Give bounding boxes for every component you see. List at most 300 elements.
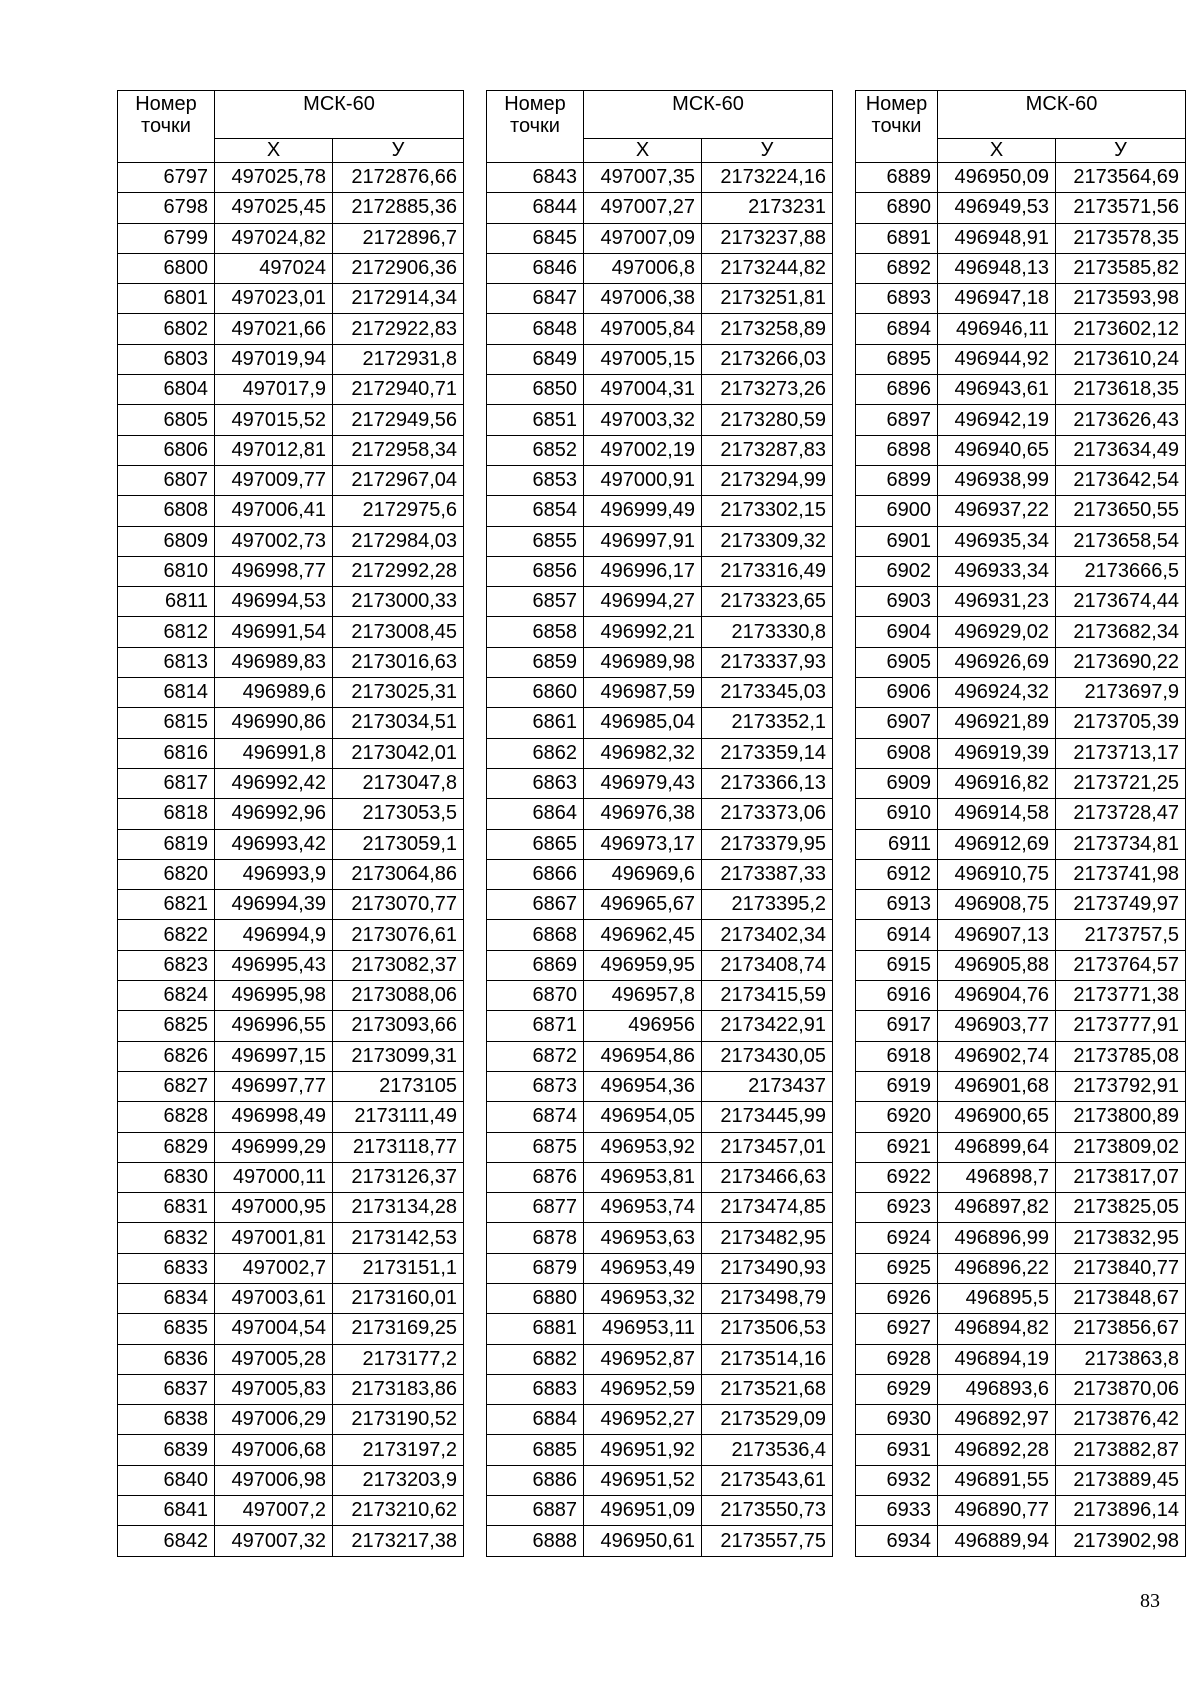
table-row: [487, 950, 833, 980]
point-number-cell: 6928: [856, 1344, 938, 1374]
x-coordinate-cell: 497007,32: [215, 1526, 333, 1556]
x-coordinate-cell: 497025,45: [215, 193, 333, 223]
x-column-header: Х: [938, 139, 1056, 163]
y-coordinate-cell: 2173352,1: [702, 708, 833, 738]
table-row: [487, 981, 833, 1011]
point-number-cell: 6857: [487, 587, 584, 617]
y-coordinate-cell: 2173578,35: [1056, 223, 1186, 253]
table-row: [856, 163, 1186, 193]
point-number-cell: 6909: [856, 768, 938, 798]
x-coordinate-cell: 496951,09: [584, 1496, 702, 1526]
table-row: [487, 1283, 833, 1313]
point-number-cell: 6810: [118, 556, 215, 586]
point-number-cell: 6820: [118, 859, 215, 889]
point-number-cell: 6921: [856, 1132, 938, 1162]
table-row: [856, 1344, 1186, 1374]
point-number-cell: 6818: [118, 799, 215, 829]
y-coordinate-cell: 2173728,47: [1056, 799, 1186, 829]
y-coordinate-cell: 2173059,1: [333, 829, 464, 859]
point-number-cell: 6864: [487, 799, 584, 829]
x-coordinate-cell: 496894,82: [938, 1314, 1056, 1344]
y-coordinate-cell: 2173506,53: [702, 1314, 833, 1344]
y-coordinate-cell: 2173498,79: [702, 1283, 833, 1313]
y-coordinate-cell: 2173105: [333, 1071, 464, 1101]
x-coordinate-cell: 496953,92: [584, 1132, 702, 1162]
point-number-cell: 6919: [856, 1071, 938, 1101]
x-coordinate-cell: 496989,83: [215, 647, 333, 677]
table-row: [856, 405, 1186, 435]
x-coordinate-cell: 496994,9: [215, 920, 333, 950]
point-number-cell: 6910: [856, 799, 938, 829]
table-row: [118, 496, 464, 526]
x-coordinate-cell: 496952,59: [584, 1374, 702, 1404]
x-coordinate-cell: 496919,39: [938, 738, 1056, 768]
point-number-cell: 6855: [487, 526, 584, 556]
x-coordinate-cell: 497021,66: [215, 314, 333, 344]
x-coordinate-cell: 496995,43: [215, 950, 333, 980]
table-row: [118, 556, 464, 586]
y-coordinate-cell: 2173825,05: [1056, 1193, 1186, 1223]
x-coordinate-cell: 496953,74: [584, 1193, 702, 1223]
x-coordinate-cell: 497025,78: [215, 163, 333, 193]
x-coordinate-cell: 496893,6: [938, 1374, 1056, 1404]
table-row: [856, 435, 1186, 465]
table-row: [487, 1374, 833, 1404]
table-row: [118, 314, 464, 344]
point-number-cell: 6807: [118, 465, 215, 495]
table-row: [856, 193, 1186, 223]
y-coordinate-cell: 2172940,71: [333, 375, 464, 405]
point-number-cell: 6903: [856, 587, 938, 617]
y-coordinate-cell: 2173840,77: [1056, 1253, 1186, 1283]
table-row: [487, 1465, 833, 1495]
point-number-cell: 6851: [487, 405, 584, 435]
y-coordinate-cell: 2173817,07: [1056, 1162, 1186, 1192]
point-number-cell: 6850: [487, 375, 584, 405]
x-coordinate-cell: 496900,65: [938, 1102, 1056, 1132]
table-row: [118, 678, 464, 708]
x-coordinate-cell: 496907,13: [938, 920, 1056, 950]
table-row: [856, 678, 1186, 708]
table-row: [856, 1162, 1186, 1192]
x-coordinate-cell: 497006,68: [215, 1435, 333, 1465]
y-coordinate-cell: 2173626,43: [1056, 405, 1186, 435]
table-row: [487, 1041, 833, 1071]
table-row: [487, 1193, 833, 1223]
point-number-cell: 6914: [856, 920, 938, 950]
point-number-cell: 6824: [118, 981, 215, 1011]
x-coordinate-cell: 496940,65: [938, 435, 1056, 465]
y-coordinate-cell: 2173258,89: [702, 314, 833, 344]
x-coordinate-cell: 496896,99: [938, 1223, 1056, 1253]
point-number-cell: 6872: [487, 1041, 584, 1071]
table-row: [487, 496, 833, 526]
x-coordinate-cell: 497002,19: [584, 435, 702, 465]
y-coordinate-cell: 2173690,22: [1056, 647, 1186, 677]
y-coordinate-cell: 2173088,06: [333, 981, 464, 1011]
table-row: [487, 587, 833, 617]
table-row: [487, 1162, 833, 1192]
y-coordinate-cell: 2173800,89: [1056, 1102, 1186, 1132]
y-coordinate-cell: 2172984,03: [333, 526, 464, 556]
x-coordinate-cell: 496903,77: [938, 1011, 1056, 1041]
table-row: [487, 890, 833, 920]
y-coordinate-cell: 2173366,13: [702, 768, 833, 798]
table-row: [856, 981, 1186, 1011]
y-coordinate-cell: 2173387,33: [702, 859, 833, 889]
x-coordinate-cell: 496889,94: [938, 1526, 1056, 1556]
table-row: [487, 435, 833, 465]
point-number-cell: 6920: [856, 1102, 938, 1132]
table-row: [487, 799, 833, 829]
point-number-cell: 6800: [118, 253, 215, 283]
table-row: [487, 829, 833, 859]
point-number-cell: 6867: [487, 890, 584, 920]
x-coordinate-cell: 496982,32: [584, 738, 702, 768]
y-coordinate-cell: 2173529,09: [702, 1405, 833, 1435]
table-row: [856, 526, 1186, 556]
point-number-cell: 6836: [118, 1344, 215, 1374]
x-coordinate-cell: 497006,98: [215, 1465, 333, 1495]
table-row: [118, 587, 464, 617]
point-number-header: Номер точки: [487, 91, 584, 163]
point-number-cell: 6873: [487, 1071, 584, 1101]
x-coordinate-cell: 496951,52: [584, 1465, 702, 1495]
y-coordinate-cell: 2173025,31: [333, 678, 464, 708]
point-number-cell: 6871: [487, 1011, 584, 1041]
x-coordinate-cell: 497007,09: [584, 223, 702, 253]
point-number-cell: 6860: [487, 678, 584, 708]
point-number-cell: 6897: [856, 405, 938, 435]
y-coordinate-cell: 2173169,25: [333, 1314, 464, 1344]
point-number-cell: 6925: [856, 1253, 938, 1283]
x-coordinate-cell: 497017,9: [215, 375, 333, 405]
y-coordinate-cell: 2173126,37: [333, 1162, 464, 1192]
point-number-cell: 6912: [856, 859, 938, 889]
y-coordinate-cell: 2173697,9: [1056, 678, 1186, 708]
point-number-cell: 6933: [856, 1496, 938, 1526]
x-coordinate-cell: 497005,83: [215, 1374, 333, 1404]
x-coordinate-cell: 496997,91: [584, 526, 702, 556]
point-number-cell: 6847: [487, 284, 584, 314]
point-number-cell: 6804: [118, 375, 215, 405]
x-coordinate-cell: 496996,17: [584, 556, 702, 586]
x-coordinate-cell: 496999,29: [215, 1132, 333, 1162]
y-coordinate-cell: 2173593,98: [1056, 284, 1186, 314]
y-coordinate-cell: 2173070,77: [333, 890, 464, 920]
x-coordinate-cell: 497012,81: [215, 435, 333, 465]
y-coordinate-cell: 2172906,36: [333, 253, 464, 283]
point-number-cell: 6805: [118, 405, 215, 435]
x-coordinate-cell: 496959,95: [584, 950, 702, 980]
y-coordinate-cell: 2173550,73: [702, 1496, 833, 1526]
x-coordinate-cell: 496902,74: [938, 1041, 1056, 1071]
point-number-cell: 6829: [118, 1132, 215, 1162]
point-number-cell: 6809: [118, 526, 215, 556]
point-number-cell: 6863: [487, 768, 584, 798]
x-coordinate-cell: 497007,2: [215, 1496, 333, 1526]
point-number-cell: 6930: [856, 1405, 938, 1435]
coordinate-system-header: МСК-60: [215, 91, 464, 139]
y-coordinate-cell: 2173217,38: [333, 1526, 464, 1556]
x-coordinate-cell: 496931,23: [938, 587, 1056, 617]
y-coordinate-cell: 2173474,85: [702, 1193, 833, 1223]
point-number-cell: 6849: [487, 344, 584, 374]
y-coordinate-cell: 2173785,08: [1056, 1041, 1186, 1071]
point-number-cell: 6899: [856, 465, 938, 495]
y-coordinate-cell: 2173415,59: [702, 981, 833, 1011]
x-coordinate-cell: 496962,45: [584, 920, 702, 950]
y-coordinate-cell: 2172876,66: [333, 163, 464, 193]
y-coordinate-cell: 2173000,33: [333, 587, 464, 617]
y-coordinate-cell: 2173764,57: [1056, 950, 1186, 980]
y-coordinate-cell: 2173658,54: [1056, 526, 1186, 556]
y-coordinate-cell: 2173610,24: [1056, 344, 1186, 374]
y-coordinate-cell: 2172914,34: [333, 284, 464, 314]
x-coordinate-cell: 496997,15: [215, 1041, 333, 1071]
x-coordinate-cell: 496901,68: [938, 1071, 1056, 1101]
x-coordinate-cell: 496994,53: [215, 587, 333, 617]
table-row: [118, 1071, 464, 1101]
table-row: [118, 1162, 464, 1192]
table-row: [118, 1314, 464, 1344]
table-row: [118, 890, 464, 920]
table-row: [487, 344, 833, 374]
point-number-cell: 6932: [856, 1465, 938, 1495]
table-row: [118, 526, 464, 556]
point-number-cell: 6879: [487, 1253, 584, 1283]
y-coordinate-cell: 2172949,56: [333, 405, 464, 435]
coordinates-table-2: [486, 90, 833, 1557]
point-number-cell: 6905: [856, 647, 938, 677]
x-coordinate-cell: 497004,54: [215, 1314, 333, 1344]
table-row: [118, 1102, 464, 1132]
y-coordinate-cell: 2173244,82: [702, 253, 833, 283]
x-coordinate-cell: 496952,87: [584, 1344, 702, 1374]
y-coordinate-cell: 2173034,51: [333, 708, 464, 738]
y-column-header: У: [702, 139, 833, 163]
x-coordinate-cell: 497000,95: [215, 1193, 333, 1223]
point-number-cell: 6922: [856, 1162, 938, 1192]
point-number-cell: 6843: [487, 163, 584, 193]
point-number-cell: 6878: [487, 1223, 584, 1253]
y-coordinate-cell: 2173197,2: [333, 1435, 464, 1465]
x-coordinate-cell: 497000,91: [584, 465, 702, 495]
point-number-cell: 6816: [118, 738, 215, 768]
x-coordinate-cell: 496989,6: [215, 678, 333, 708]
point-number-cell: 6877: [487, 1193, 584, 1223]
x-coordinate-cell: 496989,98: [584, 647, 702, 677]
y-coordinate-cell: 2173231: [702, 193, 833, 223]
point-number-cell: 6865: [487, 829, 584, 859]
x-coordinate-cell: 496990,86: [215, 708, 333, 738]
point-number-cell: 6817: [118, 768, 215, 798]
y-coordinate-cell: 2173749,97: [1056, 890, 1186, 920]
x-coordinate-cell: 496890,77: [938, 1496, 1056, 1526]
x-coordinate-cell: 496949,53: [938, 193, 1056, 223]
point-number-cell: 6831: [118, 1193, 215, 1223]
y-coordinate-cell: 2173251,81: [702, 284, 833, 314]
point-number-cell: 6832: [118, 1223, 215, 1253]
table-row: [487, 859, 833, 889]
point-number-cell: 6904: [856, 617, 938, 647]
point-number-cell: 6891: [856, 223, 938, 253]
x-coordinate-cell: 496992,21: [584, 617, 702, 647]
x-coordinate-cell: 496946,11: [938, 314, 1056, 344]
point-number-cell: 6888: [487, 1526, 584, 1556]
table-row: [487, 1405, 833, 1435]
table-row: [856, 284, 1186, 314]
table-row: [487, 920, 833, 950]
y-coordinate-cell: 2172992,28: [333, 556, 464, 586]
y-coordinate-cell: 2172975,6: [333, 496, 464, 526]
point-number-cell: 6852: [487, 435, 584, 465]
table-row: [856, 1496, 1186, 1526]
x-coordinate-cell: 496952,27: [584, 1405, 702, 1435]
table-row: [856, 1132, 1186, 1162]
table-row: [487, 708, 833, 738]
y-coordinate-cell: 2173323,65: [702, 587, 833, 617]
point-number-cell: 6825: [118, 1011, 215, 1041]
x-coordinate-cell: 496914,58: [938, 799, 1056, 829]
table-row: [856, 708, 1186, 738]
table-row: [118, 829, 464, 859]
x-coordinate-cell: 496916,82: [938, 768, 1056, 798]
table-row: [118, 1011, 464, 1041]
table-row: [487, 556, 833, 586]
x-coordinate-cell: 496951,92: [584, 1435, 702, 1465]
y-coordinate-cell: 2172931,8: [333, 344, 464, 374]
y-coordinate-cell: 2173777,91: [1056, 1011, 1186, 1041]
point-number-cell: 6827: [118, 1071, 215, 1101]
table-row: [118, 1223, 464, 1253]
table-row: [856, 1102, 1186, 1132]
table-row: [487, 1526, 833, 1556]
table-row: [856, 950, 1186, 980]
y-coordinate-cell: 2173705,39: [1056, 708, 1186, 738]
table-row: [487, 1102, 833, 1132]
point-number-cell: 6876: [487, 1162, 584, 1192]
y-coordinate-cell: 2173093,66: [333, 1011, 464, 1041]
point-number-header: Номер точки: [856, 91, 938, 163]
y-coordinate-cell: 2173237,88: [702, 223, 833, 253]
x-coordinate-cell: 496892,28: [938, 1435, 1056, 1465]
table-row: [118, 193, 464, 223]
x-coordinate-cell: 496954,36: [584, 1071, 702, 1101]
x-coordinate-cell: 496953,49: [584, 1253, 702, 1283]
y-coordinate-cell: 2173402,34: [702, 920, 833, 950]
point-number-cell: 6799: [118, 223, 215, 253]
table-row: [487, 617, 833, 647]
x-coordinate-cell: 497003,61: [215, 1283, 333, 1313]
y-coordinate-cell: 2173302,15: [702, 496, 833, 526]
x-coordinate-cell: 496912,69: [938, 829, 1056, 859]
point-number-cell: 6856: [487, 556, 584, 586]
y-coordinate-cell: 2173203,9: [333, 1465, 464, 1495]
table-row: [118, 738, 464, 768]
y-coordinate-cell: 2173650,55: [1056, 496, 1186, 526]
x-coordinate-cell: 496953,11: [584, 1314, 702, 1344]
table-row: [487, 1011, 833, 1041]
point-number-cell: 6917: [856, 1011, 938, 1041]
x-coordinate-cell: 497004,31: [584, 375, 702, 405]
point-number-cell: 6826: [118, 1041, 215, 1071]
point-number-cell: 6840: [118, 1465, 215, 1495]
x-coordinate-cell: 496948,91: [938, 223, 1056, 253]
coordinate-system-header: МСК-60: [938, 91, 1186, 139]
x-coordinate-cell: 497009,77: [215, 465, 333, 495]
x-coordinate-cell: 497006,41: [215, 496, 333, 526]
table-row: [856, 768, 1186, 798]
point-number-cell: 6886: [487, 1465, 584, 1495]
y-column-header: У: [333, 139, 464, 163]
x-coordinate-cell: 496938,99: [938, 465, 1056, 495]
x-coordinate-cell: 496943,61: [938, 375, 1056, 405]
point-number-cell: 6859: [487, 647, 584, 677]
y-coordinate-cell: 2173395,2: [702, 890, 833, 920]
y-coordinate-cell: 2173792,91: [1056, 1071, 1186, 1101]
y-coordinate-cell: 2173902,98: [1056, 1526, 1186, 1556]
point-number-cell: 6823: [118, 950, 215, 980]
table-row: [118, 1465, 464, 1495]
x-coordinate-cell: 496921,89: [938, 708, 1056, 738]
table-row: [118, 950, 464, 980]
coordinate-system-header: МСК-60: [584, 91, 833, 139]
table-row: [118, 465, 464, 495]
x-coordinate-cell: 497007,35: [584, 163, 702, 193]
y-coordinate-cell: 2173111,49: [333, 1102, 464, 1132]
point-number-cell: 6890: [856, 193, 938, 223]
x-coordinate-cell: 497002,7: [215, 1253, 333, 1283]
x-coordinate-cell: 497000,11: [215, 1162, 333, 1192]
table-row: [487, 1435, 833, 1465]
table-row: [856, 738, 1186, 768]
y-coordinate-cell: 2173437: [702, 1071, 833, 1101]
x-coordinate-cell: 496926,69: [938, 647, 1056, 677]
y-coordinate-cell: 2173183,86: [333, 1374, 464, 1404]
x-coordinate-cell: 497005,28: [215, 1344, 333, 1374]
x-coordinate-cell: 496953,63: [584, 1223, 702, 1253]
x-coordinate-cell: 496895,5: [938, 1283, 1056, 1313]
table-row: [856, 1374, 1186, 1404]
table-row: [487, 253, 833, 283]
table-row: [856, 1465, 1186, 1495]
y-coordinate-cell: 2173280,59: [702, 405, 833, 435]
table-row: [118, 708, 464, 738]
y-coordinate-cell: 2173896,14: [1056, 1496, 1186, 1526]
point-number-cell: 6918: [856, 1041, 938, 1071]
point-number-cell: 6924: [856, 1223, 938, 1253]
y-coordinate-cell: 2173832,95: [1056, 1223, 1186, 1253]
point-number-cell: 6913: [856, 890, 938, 920]
table-row: [118, 920, 464, 950]
point-number-cell: 6845: [487, 223, 584, 253]
table-row: [118, 375, 464, 405]
table-row: [856, 859, 1186, 889]
point-number-cell: 6902: [856, 556, 938, 586]
x-coordinate-cell: 496979,43: [584, 768, 702, 798]
point-number-cell: 6884: [487, 1405, 584, 1435]
y-coordinate-cell: 2173047,8: [333, 768, 464, 798]
y-coordinate-cell: 2173889,45: [1056, 1465, 1186, 1495]
x-coordinate-cell: 496985,04: [584, 708, 702, 738]
x-coordinate-cell: 496924,32: [938, 678, 1056, 708]
x-coordinate-cell: 497005,15: [584, 344, 702, 374]
point-number-cell: 6808: [118, 496, 215, 526]
point-number-cell: 6866: [487, 859, 584, 889]
coordinates-table-1: [117, 90, 464, 1557]
table-row: [856, 617, 1186, 647]
